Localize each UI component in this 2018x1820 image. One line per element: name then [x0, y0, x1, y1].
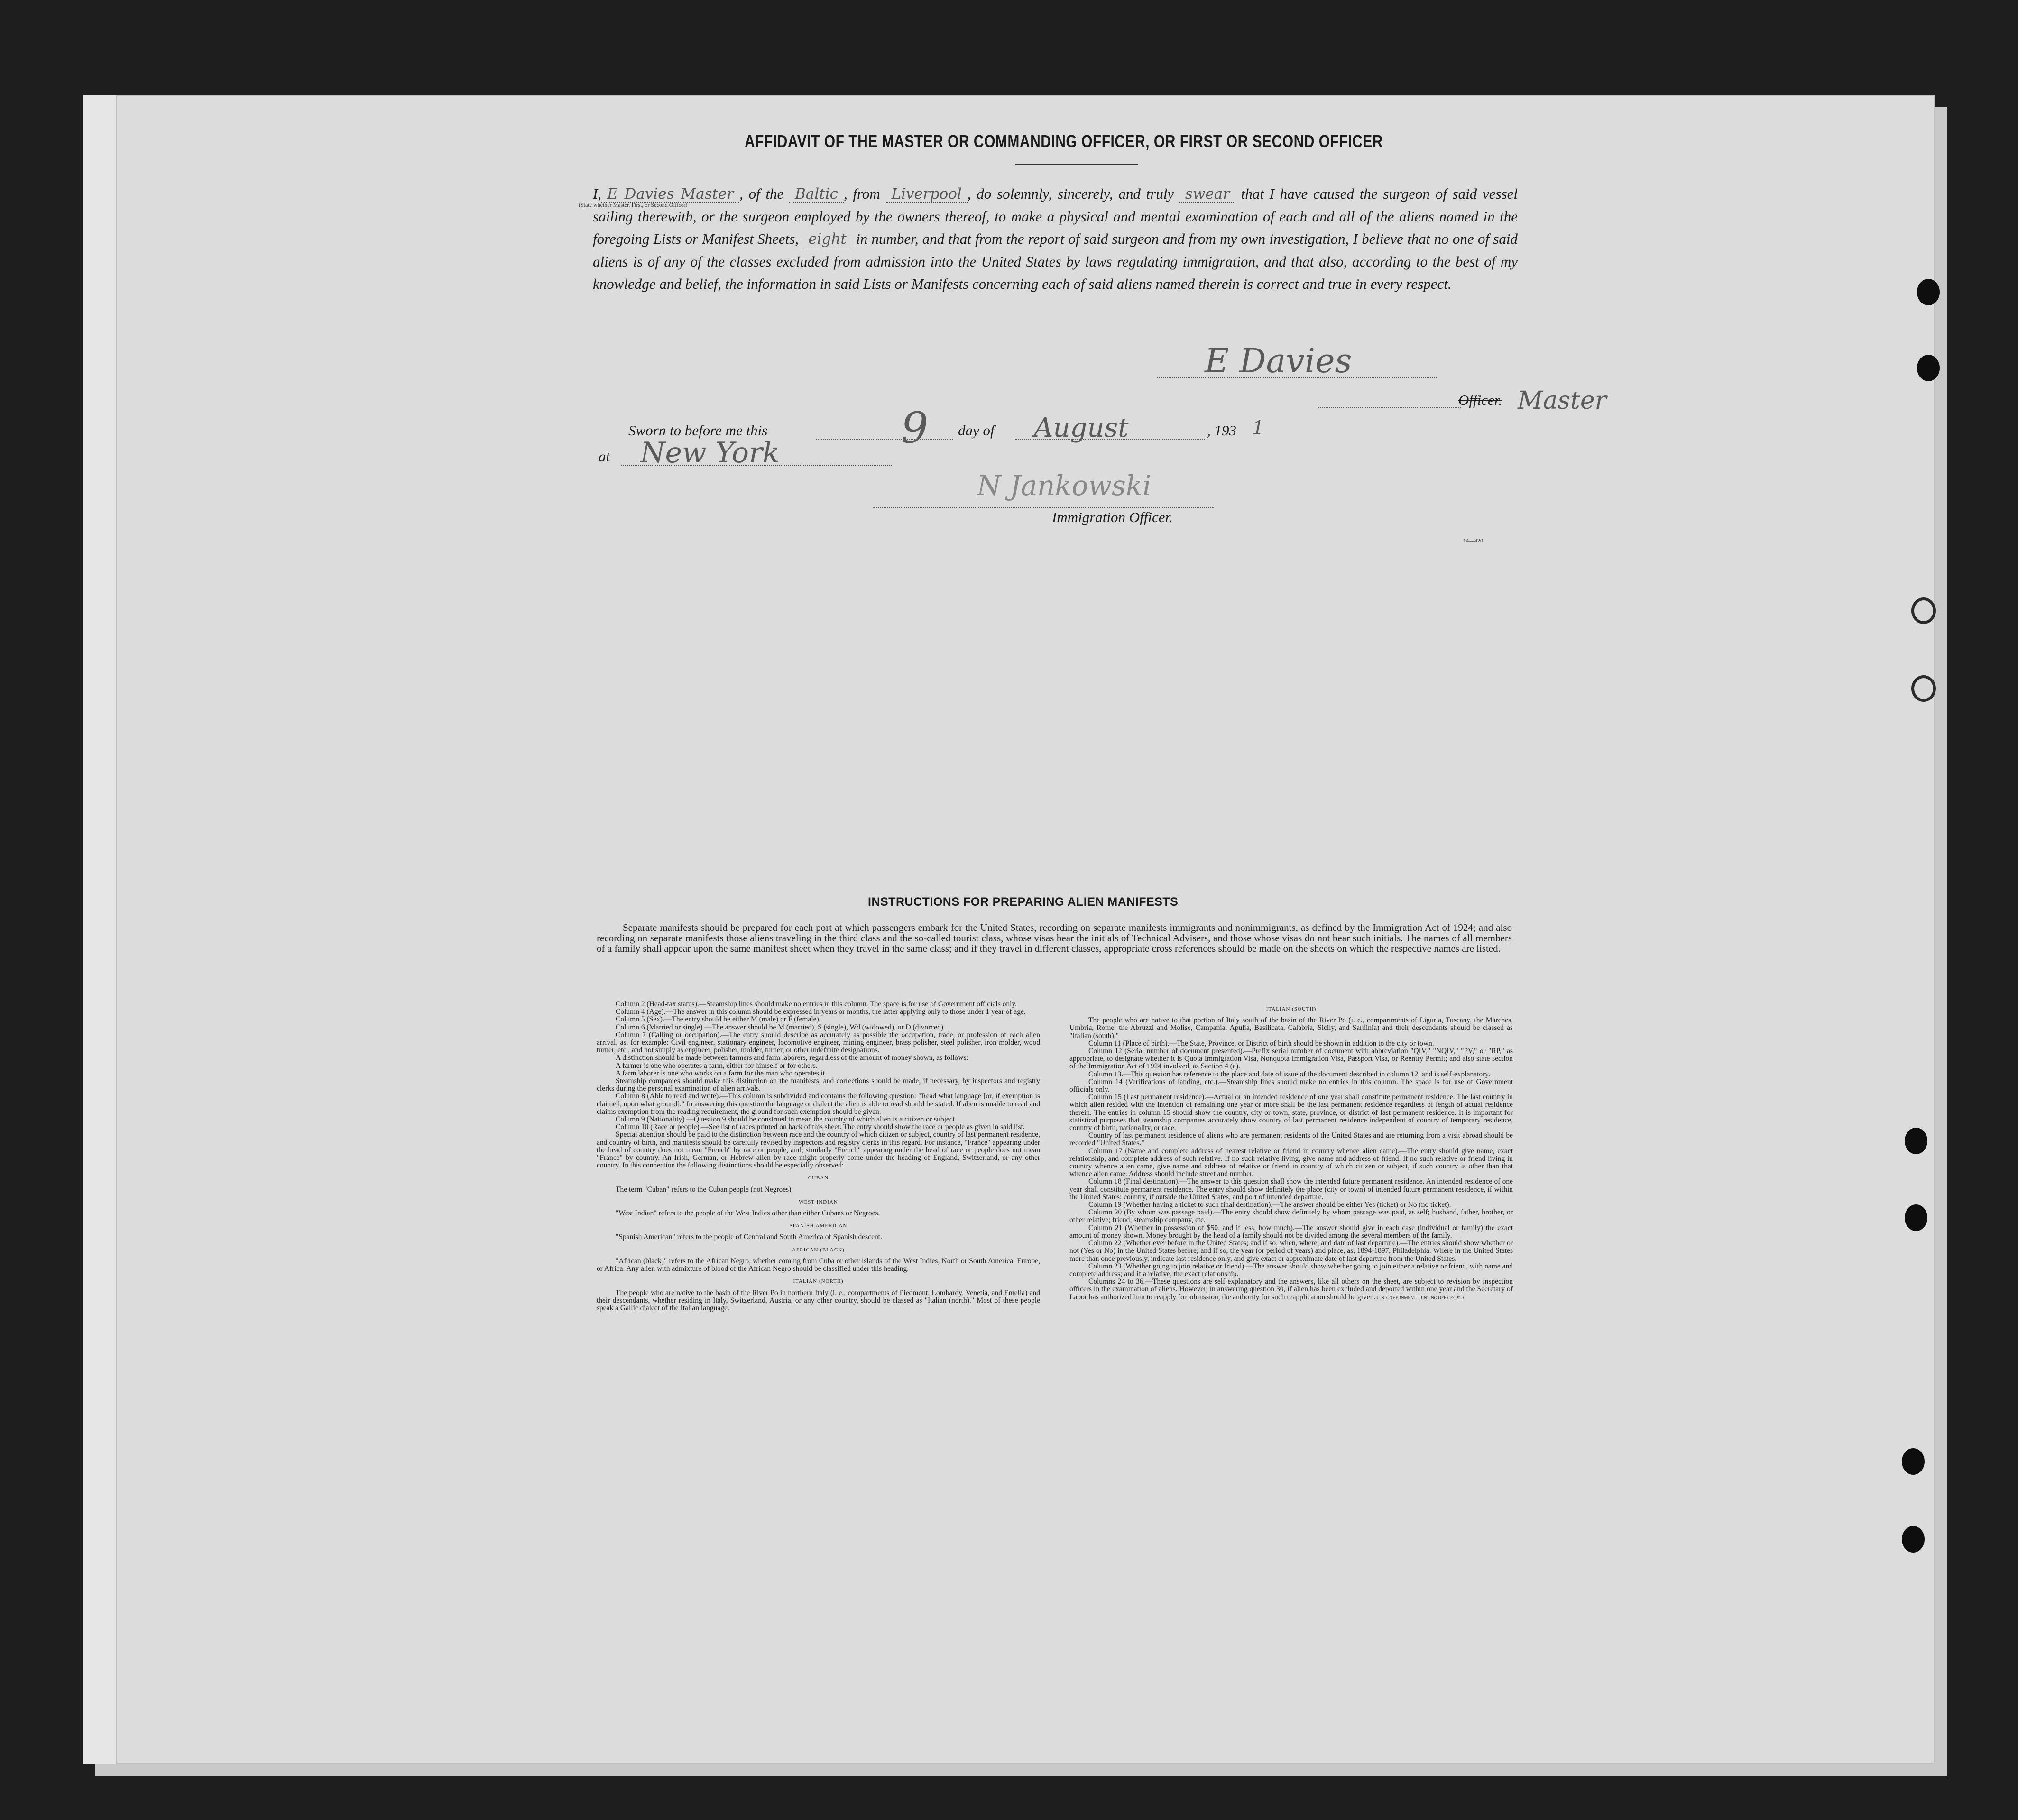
instruction-paragraph: Column 5 (Sex).—The entry should be either M (male) or F (female). [616, 1015, 821, 1024]
affidavit-text: in number, and that from the report of said surgeon and from my own investigation, I believe that no one of said aliens is of any of the classes excluded from admission into the United States by laws regulating immigration, and that also, according to the best of my knowledge and belief, the information in said Lists or Manifests concerning each of said aliens named therein is correct and true in every respect. [593, 230, 1518, 292]
instruction-paragraph: Column 17 (Name and complete address of nearest relative or friend in country whence alien came).—The entry should give name, exact relationship, and complete address of such relative. If no such relative living, give name and address of friend. If no such relative or friend living in country whence alien came, give name and address of relative or friend in country of which citizen or subject, if such country is other than that whence alien came. Address should include street and number. [1069, 1147, 1513, 1178]
race-section-heading: CUBAN [808, 1175, 829, 1181]
instructions-intro: Separate manifests should be prepared for each port at which passengers embark for the United States, recording on separate manifests immigrants and nonimmigrants, as defined by the Immigration Act of 1924; and also recording on separate manifests those aliens traveling in the third class and the so-called tourist class, whose visas bear the initials of Technical Advisers, and those whose visas do not bear such initials. The names of all members of a family shall appear upon the same manifest sheet when they travel in the same class; and if they travel in different classes, appropriate cross references should be made on the sheets on which the respective names are listed. [597, 922, 1512, 954]
instruction-paragraph: Special attention should be paid to the distinction between race and the country of which citizen or subject, country of last permanent residence, and country of birth, and manifests should be carefully revised by inspectors and registry clerks in this regard. For instance, "France" appearing under the head of country does not mean "French" by race or people, and, similarly "French" appearing under the head of race or people does not mean "France" by country. An Irish, German, or Hebrew alien by race might properly come under the heading of England, Switzerland, or any other country. In this connection the following distinctions should be especially observed: [597, 1131, 1040, 1170]
instruction-paragraph: Column 13.—This question has reference to the place and date of issue of the document described in column 12, and is self-explanatory. [1088, 1070, 1490, 1078]
immigration-officer-signature: N Jankowski [977, 469, 1152, 502]
printer-note: U. S. GOVERNMENT PRINTING OFFICE: 1929 [1375, 1295, 1464, 1300]
page-left-edge [83, 95, 117, 1764]
instruction-paragraph: Column 22 (Whether ever before in the United States; and if so, when, where, and date of last departure).—The entries should show whether or not (Yes or No) in the United States before; and if so, the year (or period of years) and place, as, 1894-1897, Philadelphia. Where in the United States more than once previously, indicate last residence only, and give exact or approximate date of last departure from the United States. [1069, 1239, 1513, 1263]
place-handwritten: New York [640, 436, 780, 469]
officer-label: Officer. [1458, 392, 1502, 408]
instruction-paragraph: Column 14 (Verifications of landing, etc.).—Steamship lines should make no entries in this column. The space is for use of Government officials only. [1069, 1077, 1513, 1094]
form-code: 14—420 [1463, 537, 1483, 544]
instruction-paragraph: Column 21 (Whether in possession of $50, and if less, how much).—The answer should give in each case (individual or family) the exact amount of money shown. Money brought by the head of a family should not be divided among the several members of the family. [1069, 1223, 1513, 1240]
day-line [816, 439, 953, 440]
race-section-text: "African (black)" refers to the African Negro, whether coming from Cuba or other islands of the West Indies, North or South America, Europe, or Africa. Any alien with admixture of blood of the African Negro should be classified under this heading. [597, 1257, 1040, 1273]
race-section-heading: ITALIAN (NORTH) [793, 1278, 844, 1285]
instruction-paragraph: A farm laborer is one who works on a farm for the man who operates it. [616, 1069, 827, 1077]
race-section-text: "West Indian" refers to the people of the West Indies other than either Cubans or Negroes. [616, 1209, 880, 1218]
year-label: , 193 [1207, 422, 1236, 439]
affidavit-text: I, [593, 185, 602, 202]
race-section-heading: WEST INDIAN [799, 1199, 838, 1205]
sworn-label: Sworn to before me this [628, 422, 768, 439]
race-section-text: "Spanish American" refers to the people of Central and South America of Spanish descent. [616, 1233, 882, 1241]
instruction-paragraph: Column 18 (Final destination).—The answer to this question shall show the intended future permanent residence. An intended residence of one year shall constitute permanent residence. The entry should show definitely the place (city or town) of intended future permanent residence, if within the United States; country, if outside the United States, and port of intended departure. [1069, 1177, 1513, 1201]
instruction-paragraph: Column 10 (Race or people).—See list of races printed on back of this sheet. The entry should show the race or people as given in said list. [616, 1123, 1025, 1131]
month-handwritten: August [1034, 413, 1129, 443]
instruction-paragraph: Column 2 (Head-tax status).—Steamship lines should make no entries in this column. The space is for use of Government officials only. [616, 1000, 1017, 1008]
race-section-heading: SPANISH AMERICAN [789, 1223, 848, 1229]
instructions-right-column [1069, 1001, 1513, 1302]
master-signature: E Davies [1205, 341, 1352, 380]
signature-line [1157, 377, 1437, 378]
affidavit-text: that I have caused the surgeon of said vessel sailing therewith, or the surgeon employed by the owners thereof, to make a physical and mental examination of each and all of the aliens named in the foregoing Lists or Manifest Sheets, [593, 185, 1518, 247]
day-of-label: day of [958, 422, 995, 439]
affidavit-title: AFFIDAVIT OF THE MASTER OR COMMANDING OFFICER, OR FIRST OR SECOND OFFICER [745, 132, 1383, 152]
instruction-paragraph: Column 4 (Age).—The answer in this column should be expressed in years or months, the latter applying only to those under 1 year of age. [616, 1008, 1026, 1016]
instructions-title: INSTRUCTIONS FOR PREPARING ALIEN MANIFESTS [868, 895, 1179, 909]
race-section-heading: ITALIAN (SOUTH) [1266, 1006, 1317, 1012]
binder-hole-icon [1902, 1448, 1925, 1475]
affidavit-body [593, 183, 1518, 295]
binder-hole-icon [1917, 355, 1940, 381]
instruction-paragraph: Columns 24 to 36.—These questions are self-explanatory and the answers, like all others on the sheet, are subject to revision by inspection officers in the examination of aliens. However, in answering question 30, if alien has been excluded and deported within one year and the Secretary of Labor has authorized him to reapply for admission, the authority for such reapplication should be given. U. S. GOVERNMENT PRINTING OFFICE: 1929 [1069, 1278, 1513, 1301]
instruction-paragraph: Column 19 (Whether having a ticket to such final destination).—The answer should be either Yes (ticket) or No (no ticket). [1088, 1201, 1451, 1209]
race-section-text: The term "Cuban" refers to the Cuban people (not Negroes). [616, 1185, 793, 1194]
instruction-paragraph: Column 6 (Married or single).—The answer should be M (married), S (single), Wd (widowed), or D (divorced). [616, 1023, 945, 1031]
instruction-paragraph: A farmer is one who operates a farm, either for himself or for others. [616, 1061, 818, 1070]
affidavit-text: , of the [739, 185, 784, 202]
sheet-count-field: eight [802, 230, 852, 248]
instruction-paragraph: Column 12 (Serial number of document presented).—Prefix serial number of document with abbreviation "QIV," "NQIV," "PV," or "RP," as appropriate, to designate whether it is Quota Immigration Visa, Nonquota Immigration Visa, Passport Visa, or Reentry Permit; and also state section of the Immigration Act of 1924 involved, as Section 4 (a). [1069, 1047, 1513, 1071]
affidavit-text: , do [967, 185, 992, 202]
officer-rank-note: (State whether Master, First, or Second Officer) [579, 202, 688, 208]
ship-name-field: Baltic [789, 185, 844, 203]
affidavit-text: solemnly, sincerely, and truly [997, 185, 1174, 202]
binder-hole-icon [1902, 1526, 1925, 1553]
binder-hole-icon [1905, 1128, 1927, 1154]
binder-hole-icon [1911, 675, 1936, 702]
binder-hole-icon [1911, 597, 1936, 624]
title-rule [1015, 164, 1138, 165]
immigration-officer-line [873, 507, 1214, 508]
instruction-paragraph: Column 7 (Calling or occupation).—The entry should describe as accurately as possible the occupation, trade, or profession of each alien arrival, as, for example: Civil engineer, stationary engineer, locomotive engineer, mining engineer, brass polisher, steel polisher, iron molder, wood turner, etc., and not simply as engineer, polisher, molder, turner, or other indefinite designations. [597, 1030, 1040, 1055]
officer-line [1318, 407, 1461, 408]
instruction-paragraph: Column 11 (Place of birth).—The State, Province, or District of birth should be shown in addition to the city or town. [1088, 1039, 1434, 1048]
instruction-paragraph: Country of last permanent residence of aliens who are permanent residents of the United States and are returning from a visit abroad should be recorded "United States." [1069, 1131, 1513, 1148]
departure-port-field: Liverpool [886, 185, 968, 203]
instruction-paragraph: Column 23 (Whether going to join relative or friend).—The answer should show whether going to join either a relative or friend, with name and complete address; and if a relative, the exact relationship. [1069, 1262, 1513, 1278]
immigration-officer-label: Immigration Officer. [1052, 509, 1173, 525]
at-label: at [599, 448, 610, 465]
race-section-heading: AFRICAN (BLACK) [792, 1247, 845, 1253]
instruction-paragraph: Column 8 (Able to read and write).—This column is subdivided and contains the following question: "Read what language [or, if exemption is claimed, upon what ground]." In answering this question the language or dialect the alien is able to read should be stated. If alien is unable to read and claims exemption from the reading requirement, the ground for such exemption should be given. [597, 1092, 1040, 1116]
officer-rank-handwritten: Master [1518, 386, 1607, 415]
affidavit-text: , from [843, 185, 880, 202]
instruction-paragraph: Column 15 (Last permanent residence).—Actual or an intended residence of one year shall constitute permanent residence. The last country in which alien resided with the intention of remaining one year or more shall be the last permanent residence regardless of length of actual residence therein. The entries in column 15 should show the country, city or town, state, province, or district of last permanent residence. It is important for statistical purposes that steamship companies accurately show country of last permanent residence independent of country of temporary residence, country of birth, nationality, or race. [1069, 1093, 1513, 1132]
oath-field: swear [1179, 185, 1235, 203]
instruction-paragraph: The people who are native to that portion of Italy south of the basin of the River Po (i. e., compartments of Liguria, Tuscany, the Marches, Umbria, Rome, the Abruzzi and Molise, Campania, Apulia, Basilicata, Calabria, Sicily, and Sardinia) and their descendants should be classed as "Italian (south)." [1069, 1016, 1513, 1040]
day-handwritten: 9 [901, 403, 929, 453]
master-name-field: E Davies Master [601, 185, 739, 203]
year-handwritten: 1 [1252, 417, 1264, 439]
instructions-left-column [597, 1001, 1040, 1312]
binder-hole-icon [1905, 1204, 1927, 1231]
instruction-paragraph: A distinction should be made between farmers and farm laborers, regardless of the amount of money shown, as follows: [616, 1054, 968, 1062]
binder-hole-icon [1917, 279, 1940, 305]
instruction-paragraph: Column 9 (Nationality).—Question 9 should be construed to mean the country of which alien is a citizen or subject. [616, 1115, 957, 1124]
race-section-text: The people who are native to the basin of the River Po in northern Italy (i. e., compartments of Piedmont, Lombardy, Venetia, and Emelia) and their descendants, whether residing in Italy, Switzerland, Austria, or any other country, should be classed as "Italian (north)." Most of these people speak a Gallic dialect of the Italian language. [597, 1288, 1040, 1312]
instruction-paragraph: Column 20 (By whom was passage paid).—The entry should show definitely by whom passage was paid, as self; husband, father, brother, or other relative; friend; steamship company, etc. [1069, 1208, 1513, 1224]
instruction-paragraph: Steamship companies should make this distinction on the manifests, and corrections should be made, if necessary, by inspectors and registry clerks during the personal examination of alien arrivals. [597, 1077, 1040, 1093]
